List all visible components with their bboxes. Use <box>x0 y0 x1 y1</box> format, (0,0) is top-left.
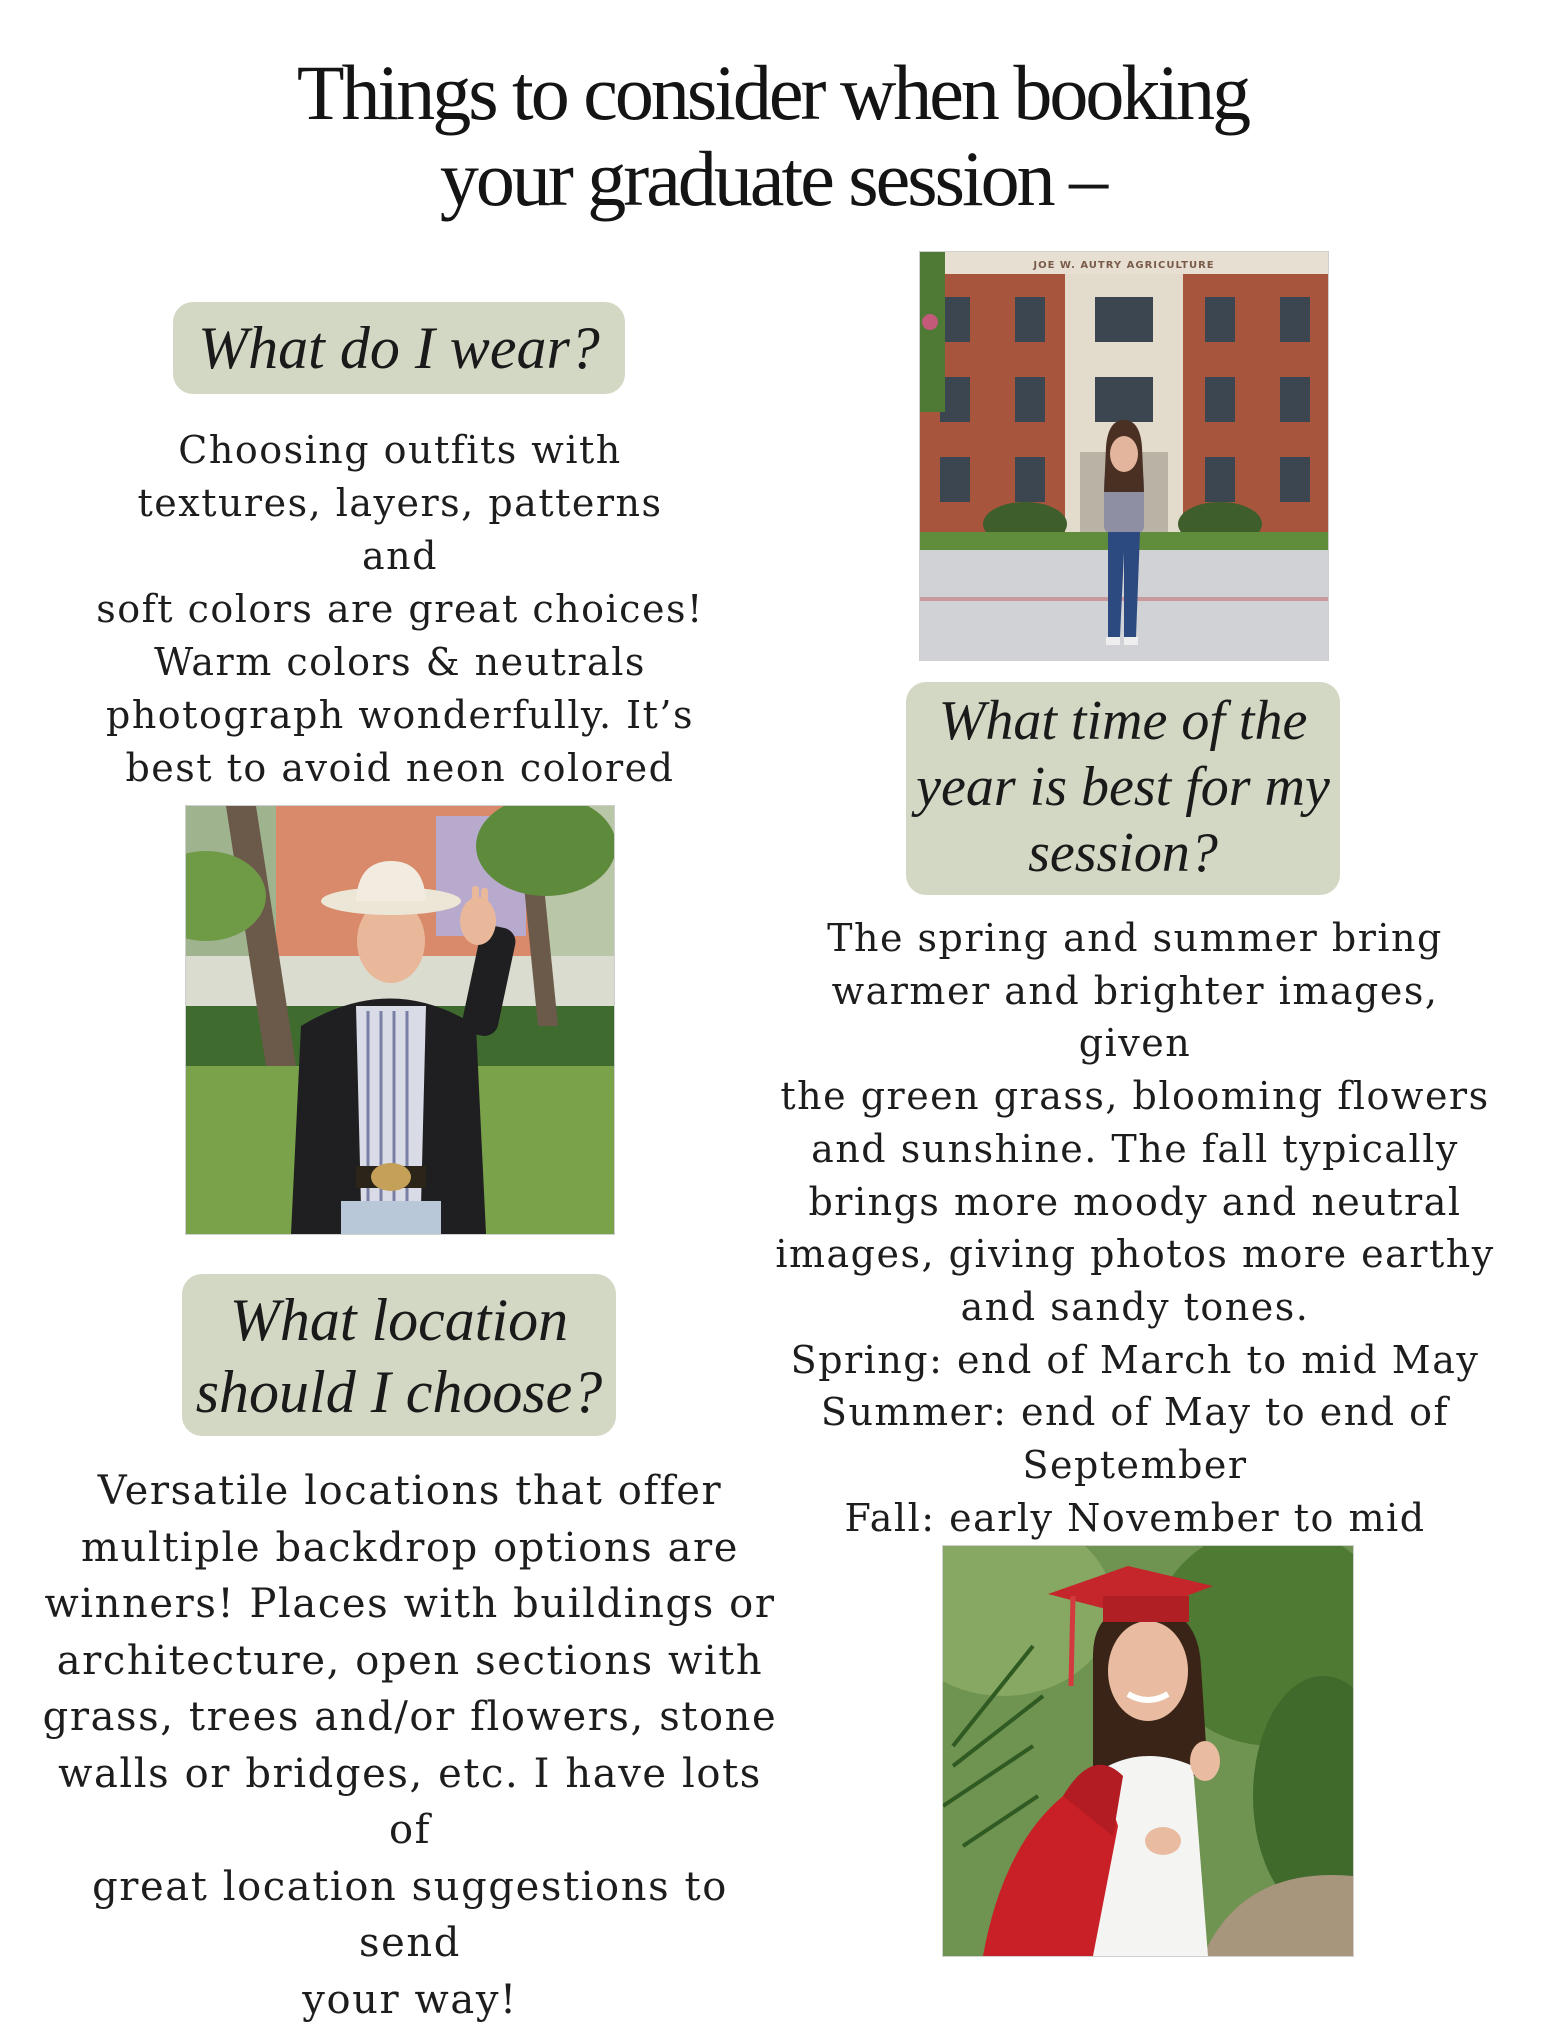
building-sign-text: JOE W. AUTRY AGRICULTURE <box>1032 260 1214 271</box>
season-line: brings more moody and neutral <box>775 1176 1495 1229</box>
location-heading-line-2: should I choose? <box>182 1356 616 1428</box>
cowboy-graduate-photo <box>185 805 615 1235</box>
season-line: warmer and brighter images, given <box>775 965 1495 1070</box>
location-line: great location suggestions to send <box>40 1859 780 1972</box>
cap-gown-graduate-photo <box>942 1545 1354 1957</box>
season-heading-line-1: What time of the <box>906 688 1340 754</box>
wear-line: textures, layers, patterns and <box>95 477 705 583</box>
location-line: architecture, open sections with <box>40 1633 780 1690</box>
season-heading <box>906 682 1340 895</box>
season-paragraph <box>775 912 1495 1597</box>
season-heading-line-2: year is best for my <box>906 754 1340 820</box>
page-title <box>0 50 1545 222</box>
building-graduate-photo <box>919 251 1329 661</box>
title-line-2: your graduate session – <box>0 136 1545 222</box>
wear-paragraph <box>95 424 705 848</box>
wear-heading-text: What do I wear? <box>173 302 625 394</box>
season-line: Fall: early November to mid <box>775 1492 1495 1545</box>
location-line: winners! Places with buildings or <box>40 1576 780 1633</box>
wear-line: Choosing outfits with <box>95 424 705 477</box>
wear-line: best to avoid neon colored <box>95 742 705 795</box>
wear-line: Warm colors & neutrals <box>95 636 705 689</box>
season-heading-line-3: session? <box>906 820 1340 886</box>
wear-heading <box>173 302 625 394</box>
location-paragraph <box>40 1463 780 2028</box>
location-line: multiple backdrop options are <box>40 1520 780 1577</box>
location-line: Versatile locations that offer <box>40 1463 780 1520</box>
wear-line: photograph wonderfully. It’s <box>95 689 705 742</box>
title-line-1: Things to consider when booking <box>0 50 1545 136</box>
season-line: and sunshine. The fall typically <box>775 1123 1495 1176</box>
wear-line: soft colors are great choices! <box>95 583 705 636</box>
location-heading <box>182 1274 616 1436</box>
location-heading-line-1: What location <box>182 1284 616 1356</box>
location-line: walls or bridges, etc. I have lots of <box>40 1746 780 1859</box>
season-line: Spring: end of March to mid May <box>775 1334 1495 1387</box>
season-line: The spring and summer bring <box>775 912 1495 965</box>
season-line: September <box>775 1439 1495 1492</box>
location-line: grass, trees and/or flowers, stone <box>40 1689 780 1746</box>
season-line: images, giving photos more earthy <box>775 1228 1495 1281</box>
season-line: Summer: end of May to end of <box>775 1386 1495 1439</box>
season-line: the green grass, blooming flowers <box>775 1070 1495 1123</box>
location-line: your way! <box>40 1972 780 2028</box>
season-line: and sandy tones. <box>775 1281 1495 1334</box>
